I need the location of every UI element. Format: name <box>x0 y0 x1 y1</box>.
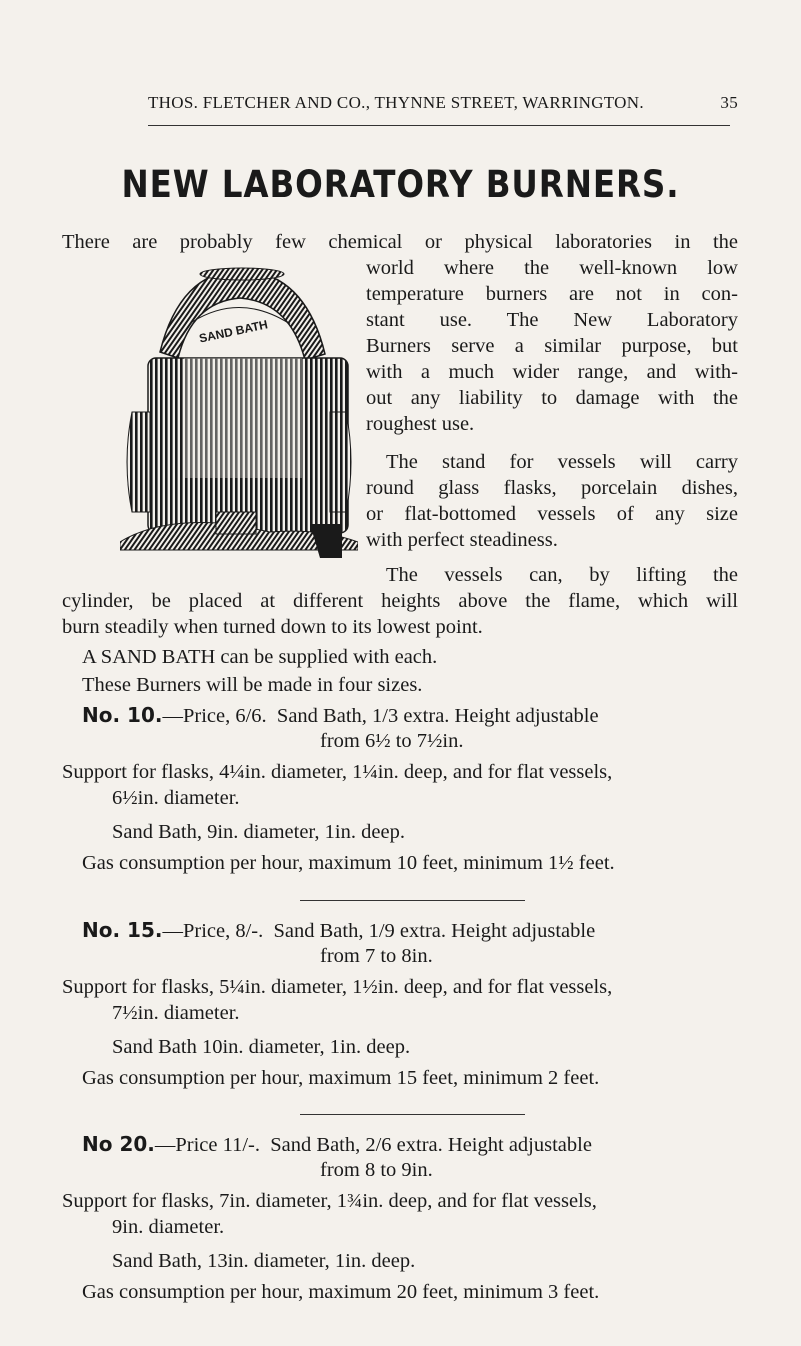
intro-line: There are probably few chemical or physical laboratories in the <box>62 231 738 253</box>
size-support: 9in. diameter. <box>112 1216 225 1238</box>
page-number: 35 <box>720 93 738 112</box>
size-support: Support for flasks, 5¼in. diameter, 1½in. deep, and for flat vessels, <box>62 976 613 998</box>
intro-line: The stand for vessels will carry <box>386 451 738 473</box>
burner-illustration <box>120 262 358 558</box>
size-sand-bath: Sand Bath 10in. diameter, 1in. deep. <box>112 1036 411 1058</box>
size-entry-heading <box>82 703 742 729</box>
size-gas: Gas consumption per hour, maximum 10 feet, minimum 1½ feet. <box>82 852 615 874</box>
size-sand-bath: Sand Bath, 9in. diameter, 1in. deep. <box>112 821 405 843</box>
page-title: NEW LABORATORY BURNERS. <box>121 163 680 206</box>
divider <box>300 1114 525 1115</box>
size-number: No. 15. <box>82 918 163 942</box>
size-gas: Gas consumption per hour, maximum 20 feet, minimum 3 feet. <box>82 1281 600 1303</box>
size-support: Support for flasks, 4¼in. diameter, 1¼in. deep, and for flat vessels, <box>62 761 613 783</box>
size-details: Sand Bath, 2/6 extra. Height adjustable <box>270 1134 592 1156</box>
intro-line: with perfect steadiness. <box>366 529 558 551</box>
size-entry-heading <box>82 1132 742 1158</box>
intro-line: A SAND BATH can be supplied with each. <box>82 646 438 668</box>
intro-line: roughest use. <box>366 413 475 435</box>
intro-line: burn steadily when turned down to its lowest point. <box>62 616 483 638</box>
size-support: 6½in. diameter. <box>112 787 240 809</box>
size-price: —Price 11/-. <box>154 1134 261 1156</box>
intro-line: The vessels can, by lifting the <box>386 564 738 586</box>
size-entry-heading <box>82 918 742 944</box>
size-support: 7½in. diameter. <box>112 1002 240 1024</box>
intro-line: world where the well-known low <box>366 257 738 279</box>
size-height-range: from 8 to 9in. <box>320 1159 433 1181</box>
intro-line: round glass flasks, porcelain dishes, <box>366 477 738 499</box>
size-support: Support for flasks, 7in. diameter, 1¾in. deep, and for flat vessels, <box>62 1190 597 1212</box>
size-height-range: from 6½ to 7½in. <box>320 730 464 752</box>
intro-line: stant use. The New Laboratory <box>366 309 738 331</box>
illustration-label: SAND BATH <box>197 317 270 346</box>
size-price: —Price, 8/-. <box>162 920 264 942</box>
size-number: No 20. <box>82 1132 155 1156</box>
size-price: —Price, 6/6. <box>162 705 267 727</box>
intro-line: or flat-bottomed vessels of any size <box>366 503 738 525</box>
page-header <box>148 93 738 113</box>
size-height-range: from 7 to 8in. <box>320 945 433 967</box>
intro-line: with a much wider range, and with- <box>366 361 738 383</box>
size-details: Sand Bath, 1/9 extra. Height adjustable <box>273 920 596 942</box>
divider <box>300 900 525 901</box>
header-rule <box>148 125 730 126</box>
intro-line: Burners serve a similar purpose, but <box>366 335 738 357</box>
size-number: No. 10. <box>82 703 163 727</box>
header-text: THOS. FLETCHER AND CO., THYNNE STREET, WARRINGTON. <box>148 93 644 112</box>
intro-line: out any liability to damage with the <box>366 387 738 409</box>
intro-line: cylinder, be placed at different heights above the flame, which will <box>62 590 738 612</box>
size-sand-bath: Sand Bath, 13in. diameter, 1in. deep. <box>112 1250 416 1272</box>
intro-line: These Burners will be made in four sizes. <box>82 674 423 696</box>
size-gas: Gas consumption per hour, maximum 15 feet, minimum 2 feet. <box>82 1067 600 1089</box>
intro-line: temperature burners are not in con- <box>366 283 738 305</box>
size-details: Sand Bath, 1/3 extra. Height adjustable <box>276 705 599 727</box>
